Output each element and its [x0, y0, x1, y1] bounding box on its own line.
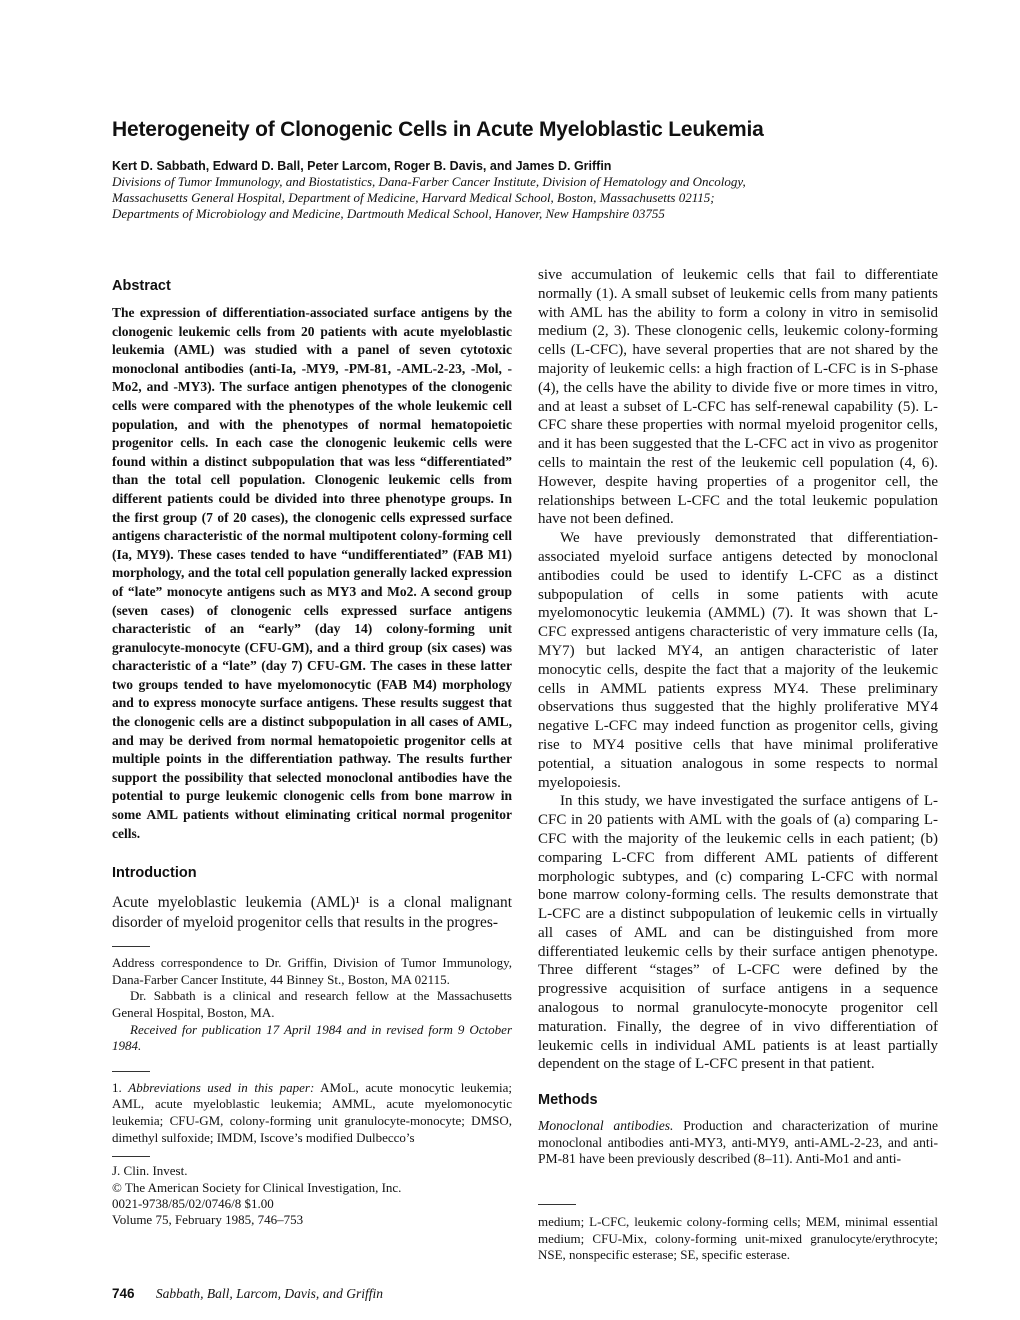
journal-info [112, 1163, 512, 1229]
footnote-divider [112, 946, 150, 947]
abbreviations-footnote [112, 1080, 512, 1146]
page-number: 746 [112, 1286, 135, 1301]
correspondence-note: Address correspondence to Dr. Griffin, Division of Tumor Immunology, Dana-Farber Cancer Institute, 44 Binney St., Boston, MA 02115. [112, 955, 512, 987]
footnote-divider [112, 1071, 150, 1072]
right-column [538, 266, 938, 1182]
footnote-continuation: medium; L-CFC, leukemic colony-forming cells; MEM, minimal essential medium; CFU-Mix, colony-forming unit-mixed granulocyte/erythrocyte; NSE, nonspecific esterase; SE, specific esterase. [538, 1214, 938, 1263]
fellow-note: Dr. Sabbath is a clinical and research fellow at the Massachusetts General Hospital, Boston, MA. [112, 988, 512, 1020]
footnote-number: 1. [112, 1079, 122, 1095]
methods-text [538, 1118, 938, 1168]
affiliation-line: Massachusetts General Hospital, Department of Medicine, Harvard Medical School, Boston, Massachusetts 02115; [112, 190, 715, 205]
methods-heading: Methods [538, 1092, 598, 1109]
footnote-divider [112, 1156, 150, 1157]
abbreviations-label: Abbreviations used in this paper: [128, 1079, 315, 1095]
intro-paragraph-3: In this study, we have investigated the surface antigens of L-CFC in 20 patients with AML with the goals of (a) comparing L-CFC with the majority of the leukemic cells in each patient; (b) comparing L-CFC from different AML patients of different morphologic subtypes, and (c) comparing L-CFC with normal bone marrow colony-forming cells. The results demonstrate that L-CFC are a distinct subpopulation of leukemic cells in virtually all cases of AML and can be distinguished from more differentiated leukemic cells by their surface antigen phenotype. Three different “stages” of L-CFC were defined by the progressive acquisition of surface antigens in a sequence analogous to normal granulocyte-monocyte progenitor cell maturation. Finally, the degree of in vivo differentiation of leukemic cells in individual AML patients is at least partially dependent on the stage of L-CFC present in that patient. [538, 793, 938, 1073]
volume-line: Volume 75, February 1985, 746–753 [112, 1212, 304, 1228]
methods-runin: Monoclonal antibodies. [538, 1118, 674, 1134]
running-head: Sabbath, Ball, Larcom, Davis, and Griffin [155, 1286, 384, 1301]
affiliation-line: Divisions of Tumor Immunology, and Biostatistics, Dana-Farber Cancer Institute, Division of Hematology and Oncology, [112, 174, 746, 189]
methods-body: Production and characterization of murine monoclonal antibodies anti-MY3, anti-MY9, anti-AML-2-23, and anti-PM-81 have been previously described (8–11). Anti-Mo1 and anti- [538, 1118, 938, 1167]
introduction-heading: Introduction [112, 865, 197, 882]
issn-line: 0021-9738/85/02/0746/8 $1.00 [112, 1195, 274, 1211]
abstract-text: The expression of differentiation-associated surface antigens by the clonogenic leukemic cells from 20 patients with acute myeloblastic leukemia (AML) was studied with a panel of seven cytotoxic monoclonal antibodies (anti-Ia, -MY9, -PM-81, -AML-2-23, -Mol, -Mo2, and -MY3). The surface antigen phenotypes of the clonogenic cells were compared with the phenotypes of the whole leukemic cell population, and with the phenotypes of normal hematopoietic progenitor cells. In each case the clonogenic leukemic cells were found within a distinct subpopulation that was less “differentiated” than the total cell population. Clonogenic leukemic cells from different patients could be divided into three phenotype groups. In the first group (7 of 20 cases), the clonogenic cells expressed surface antigens characteristic of the normal multipotent colony-forming cell (Ia, MY9). These cases tended to have “undifferentiated” (FAB M1) morphology, and the total cell population generally lacked expression of “late” monocyte antigens such as MY3 and Mo2. A second group (seven cases) of clonogenic cells expressed surface antigens characteristic of an “early” (day 14) colony-forming unit granulocyte-monocyte (CFU-GM), and a third group (six cases) was characteristic of a “late” (day 7) CFU-GM. The cases in these latter two groups tended to have myelomonocytic (FAB M4) morphology and to express monocyte surface antigens. These results suggest that the clonogenic cells are a distinct subpopulation in all cases of AML, and may be derived from normal hematopoietic progenitor cells at multiple points in the differentiation pathway. The results further support the possibility that selected monoclonal antibodies have the potential to purge leukemic clonogenic cells from bone marrow in some AML patients without eliminating critical normal progenitor cells. [112, 305, 512, 841]
footnote-divider [538, 1204, 576, 1205]
affiliation-line: Departments of Microbiology and Medicine, Dartmouth Medical School, Hanover, New Hampshire 03755 [112, 206, 665, 221]
intro-paragraph-2: We have previously demonstrated that differentiation-associated myeloid surface antigens detected by monoclonal antibodies could be used to identify L-CFC as a distinct subpopulation of cells in some patients with acute myelomonocytic leukemia (AMML) (7). It was shown that L-CFC expressed antigens characteristic of very immature cells (Ia, MY7) but lacked MY4, an antigen characteristic of later monocytic cells, despite the fact that a majority of the leukemic cells in AMML patients express MY4. These preliminary observations thus suggested that the highly proliferative MY4 negative L-CFC may indeed function as progenitor cells, giving rise to MY4 positive cells that have minimal proliferative potential, a situation analogous in some respects to normal myelopoiesis. [538, 530, 938, 791]
abbreviations-text: AMoL, acute monocytic leukemia; AML, acute myeloblastic leukemia; AMML, acute myelomonocytic leukemia; CFU-GM, colony-forming unit granulocyte-monocyte; DMSO, dimethyl sulfoxide; IMDM, Iscove’s modified Dulbecco’s [112, 1079, 512, 1145]
received-note: Received for publication 17 April 1984 and in revised form 9 October 1984. [112, 1021, 512, 1054]
article-title: Heterogeneity of Clonogenic Cells in Acute Myeloblastic Leukemia [112, 118, 764, 141]
copyright-line: © The American Society for Clinical Investigation, Inc. [112, 1179, 402, 1195]
author-notes [112, 955, 512, 1055]
intro-paragraph-1: sive accumulation of leukemic cells that fail to differentiate normally (1). A small subset of leukemic cells from many patients with AML has the ability to form a colony in vitro in semisolid medium (2, 3). These clonogenic cells, leukemic colony-forming cells (L-CFC), have several properties that are not shared by the majority of leukemic cells: a high fraction of L-CFC is in S-phase (4), the cells have the ability to divide five or more times in vitro, and at least a subset of L-CFC has self-renewal capability (5). L-CFC share these properties with normal myeloid progenitor cells, and it has been suggested that the L-CFC act in vivo as progenitor cells to maintain the rest of the leukemic cell population (4, 6). However, despite having properties of a progenitor cell, the relationships between L-CFC and the total leukemic population have not been defined. [538, 267, 938, 528]
introduction-text: Acute myeloblastic leukemia (AML)¹ is a clonal malignant disorder of myeloid progenitor cells that results in the progres- [112, 894, 512, 931]
page-footer [112, 1286, 612, 1302]
affiliations [112, 174, 932, 222]
author-list: Kert D. Sabbath, Edward D. Ball, Peter Larcom, Roger B. Davis, and James D. Griffin [112, 159, 612, 173]
abstract-heading: Abstract [112, 278, 171, 294]
journal-name: J. Clin. Invest. [112, 1163, 188, 1179]
left-column [112, 276, 512, 1229]
